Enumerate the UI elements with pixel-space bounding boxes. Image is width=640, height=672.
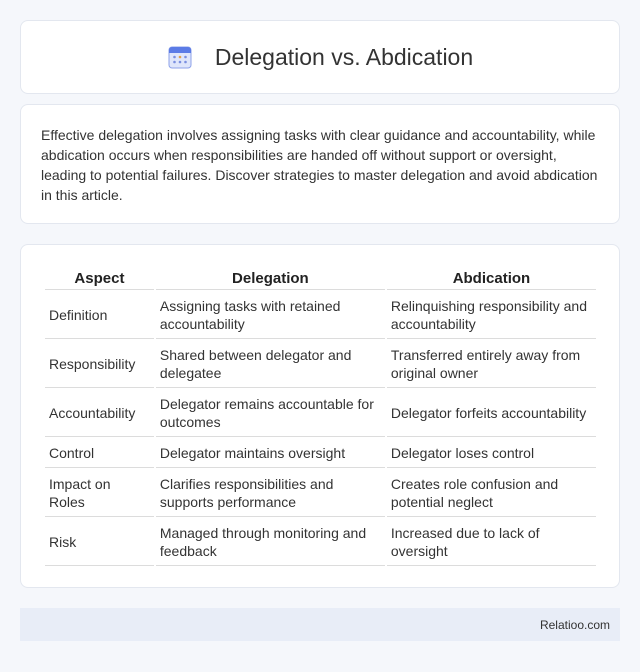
- table-row: [45, 390, 596, 437]
- footer: [20, 608, 620, 641]
- abdication-cell: Relinquishing responsibility and accountability: [387, 292, 596, 339]
- aspect-cell: Impact on Roles: [45, 470, 154, 517]
- abdication-cell: Delegator forfeits accountability: [387, 390, 596, 437]
- delegation-cell: Clarifies responsibilities and supports performance: [156, 470, 385, 517]
- abdication-cell: Creates role confusion and potential neglect: [387, 470, 596, 517]
- aspect-cell: Control: [45, 439, 154, 468]
- intro-text: Effective delegation involves assigning tasks with clear guidance and accountability, while abdication occurs when responsibilities are handed off without support or oversight, leading to potential failures. Discover strategies to master delegation and avoid abdication in this article.: [41, 127, 598, 203]
- delegation-cell: Shared between delegator and delegatee: [156, 341, 385, 388]
- table-header-row: [45, 267, 596, 290]
- table-row: [45, 292, 596, 339]
- aspect-cell: Risk: [45, 519, 154, 566]
- table-row: [45, 470, 596, 517]
- delegation-cell: Delegator remains accountable for outcomes: [156, 390, 385, 437]
- aspect-cell: Definition: [45, 292, 154, 339]
- page-title: Delegation vs. Abdication: [214, 43, 474, 70]
- header-abdication: Abdication: [387, 267, 596, 290]
- abdication-cell: Delegator loses control: [387, 439, 596, 468]
- comparison-table: [43, 265, 598, 568]
- aspect-cell: Accountability: [45, 390, 154, 437]
- aspect-cell: Responsibility: [45, 341, 154, 388]
- calendar-icon: [167, 44, 193, 70]
- delegation-cell: Assigning tasks with retained accountability: [156, 292, 385, 339]
- delegation-cell: Delegator maintains oversight: [156, 439, 385, 468]
- table-row: [45, 341, 596, 388]
- comparison-card: [20, 244, 620, 588]
- delegation-cell: Managed through monitoring and feedback: [156, 519, 385, 566]
- title-card: [20, 20, 620, 94]
- table-row: [45, 439, 596, 468]
- abdication-cell: Increased due to lack of oversight: [387, 519, 596, 566]
- table-row: [45, 519, 596, 566]
- header-delegation: Delegation: [156, 267, 385, 290]
- abdication-cell: Transferred entirely away from original owner: [387, 341, 596, 388]
- intro-card: [20, 104, 620, 224]
- header-aspect: Aspect: [45, 267, 154, 290]
- footer-brand: Relatioo.com: [539, 617, 610, 632]
